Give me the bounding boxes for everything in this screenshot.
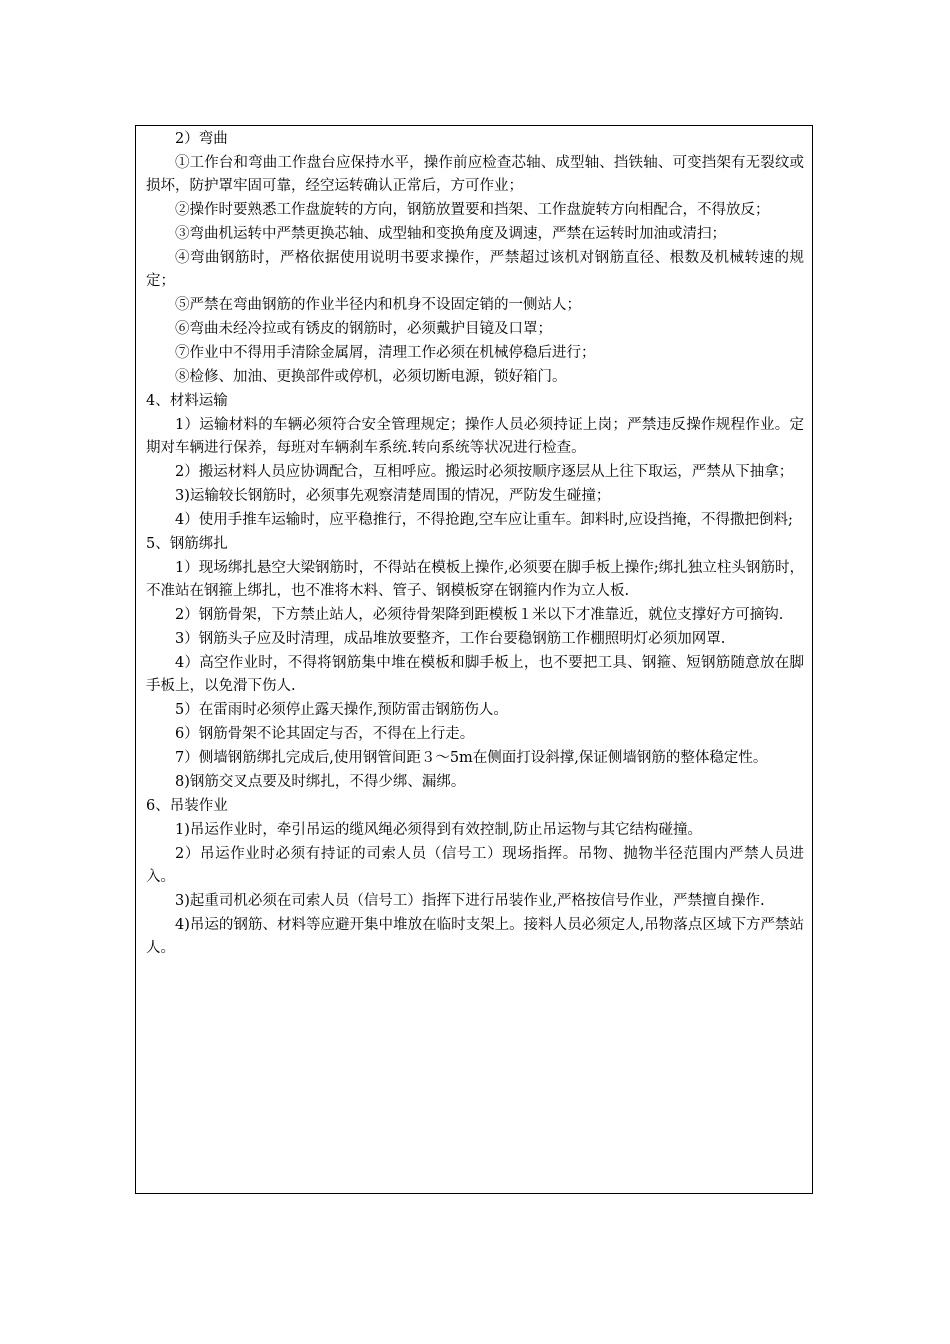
section-heading: 5、钢筋绑扎 bbox=[146, 536, 228, 552]
paragraph: ⑦作业中不得用手清除金属屑，清理工作必须在机械停稳后进行； bbox=[175, 345, 596, 361]
paragraph: 2）吊运作业时必须有持证的司索人员（信号工）现场指挥。吊物、抛物半径范围内严禁人员进入。 bbox=[146, 846, 804, 885]
paragraph: 1）运输材料的车辆必须符合安全管理规定；操作人员必须持证上岗；严禁违反操作规程作业。定期对车辆进行保养，每班对车辆刹车系统.转向系统等状况进行检查。 bbox=[146, 417, 804, 456]
paragraph: 3)运输较长钢筋时，必须事先观察清楚周围的情况，严防发生碰撞； bbox=[175, 488, 611, 504]
paragraph: ④弯曲钢筋时，严格依据使用说明书要求操作，严禁超过该机对钢筋直径、根数及机械转速的规定； bbox=[146, 250, 804, 289]
paragraph: 8)钢筋交叉点要及时绑扎，不得少绑、漏绑。 bbox=[175, 774, 466, 790]
paragraph: 7）侧墙钢筋绑扎完成后,使用钢管间距３～5m在侧面打设斜撑,保证侧墙钢筋的整体稳定性。 bbox=[175, 750, 768, 766]
paragraph: 1)吊运作业时，牵引吊运的缆风绳必须得到有效控制,防止吊运物与其它结构碰撞。 bbox=[175, 822, 702, 838]
paragraph: 2）钢筋骨架，下方禁止站人，必须待骨架降到距模板１米以下才准靠近，就位支撑好方可摘钩. bbox=[175, 607, 784, 623]
paragraph: 2）弯曲 bbox=[175, 131, 228, 147]
paragraph: ③弯曲机运转中严禁更换芯轴、成型轴和变换角度及调速，严禁在运转时加油或清扫； bbox=[175, 226, 726, 242]
section-heading: 4、材料运输 bbox=[146, 393, 228, 409]
paragraph: ①工作台和弯曲工作盘台应保持水平，操作前应检查芯轴、成型轴、挡铁轴、可变挡架有无裂纹或损坏，防护罩牢固可靠，经空运转确认正常后，方可作业； bbox=[146, 155, 804, 194]
paragraph: 4）使用手推车运输时，应平稳推行，不得抢跑,空车应让重车。卸料时,应设挡掩，不得撒把倒料; bbox=[175, 512, 793, 528]
paragraph: 4)吊运的钢筋、材料等应避开集中堆放在临时支架上。接料人员必须定人,吊物落点区域下方严禁站人。 bbox=[146, 917, 804, 956]
document-frame bbox=[135, 125, 813, 1194]
paragraph: 2）搬运材料人员应协调配合，互相呼应。搬运时必须按顺序逐层从上往下取运，严禁从下抽拿； bbox=[175, 464, 794, 480]
paragraph: 5）在雷雨时必须停止露天操作,预防雷击钢筋伤人。 bbox=[175, 702, 508, 718]
paragraph: ⑧检修、加油、更换部件或停机，必须切断电源，锁好箱门。 bbox=[175, 369, 567, 385]
section-heading: 6、吊装作业 bbox=[146, 798, 228, 814]
paragraph: 6）钢筋骨架不论其固定与否，不得在上行走。 bbox=[175, 726, 475, 742]
paragraph: 4）高空作业时，不得将钢筋集中堆在模板和脚手板上，也不要把工具、钢箍、短钢筋随意放在脚手板上，以免滑下伤人. bbox=[146, 655, 804, 694]
paragraph: 1）现场绑扎悬空大梁钢筋时，不得站在模板上操作,必须要在脚手板上操作;绑扎独立柱头钢筋时，不准站在钢箍上绑扎，也不准将木料、管子、钢模板穿在钢箍内作为立人板. bbox=[146, 560, 804, 599]
paragraph: 3）钢筋头子应及时清理，成品堆放要整齐，工作台要稳钢筋工作棚照明灯必须加网罩. bbox=[175, 631, 726, 647]
paragraph: 3)起重司机必须在司索人员（信号工）指挥下进行吊装作业,严格按信号作业，严禁擅自操作. bbox=[175, 893, 765, 909]
paragraph: ⑥弯曲未经冷拉或有锈皮的钢筋时，必须戴护目镜及口罩； bbox=[175, 321, 552, 337]
paragraph: ⑤严禁在弯曲钢筋的作业半径内和机身不设固定销的一侧站人； bbox=[175, 297, 581, 313]
paragraph: ②操作时要熟悉工作盘旋转的方向，钢筋放置要和挡架、工作盘旋转方向相配合，不得放反； bbox=[175, 202, 770, 218]
